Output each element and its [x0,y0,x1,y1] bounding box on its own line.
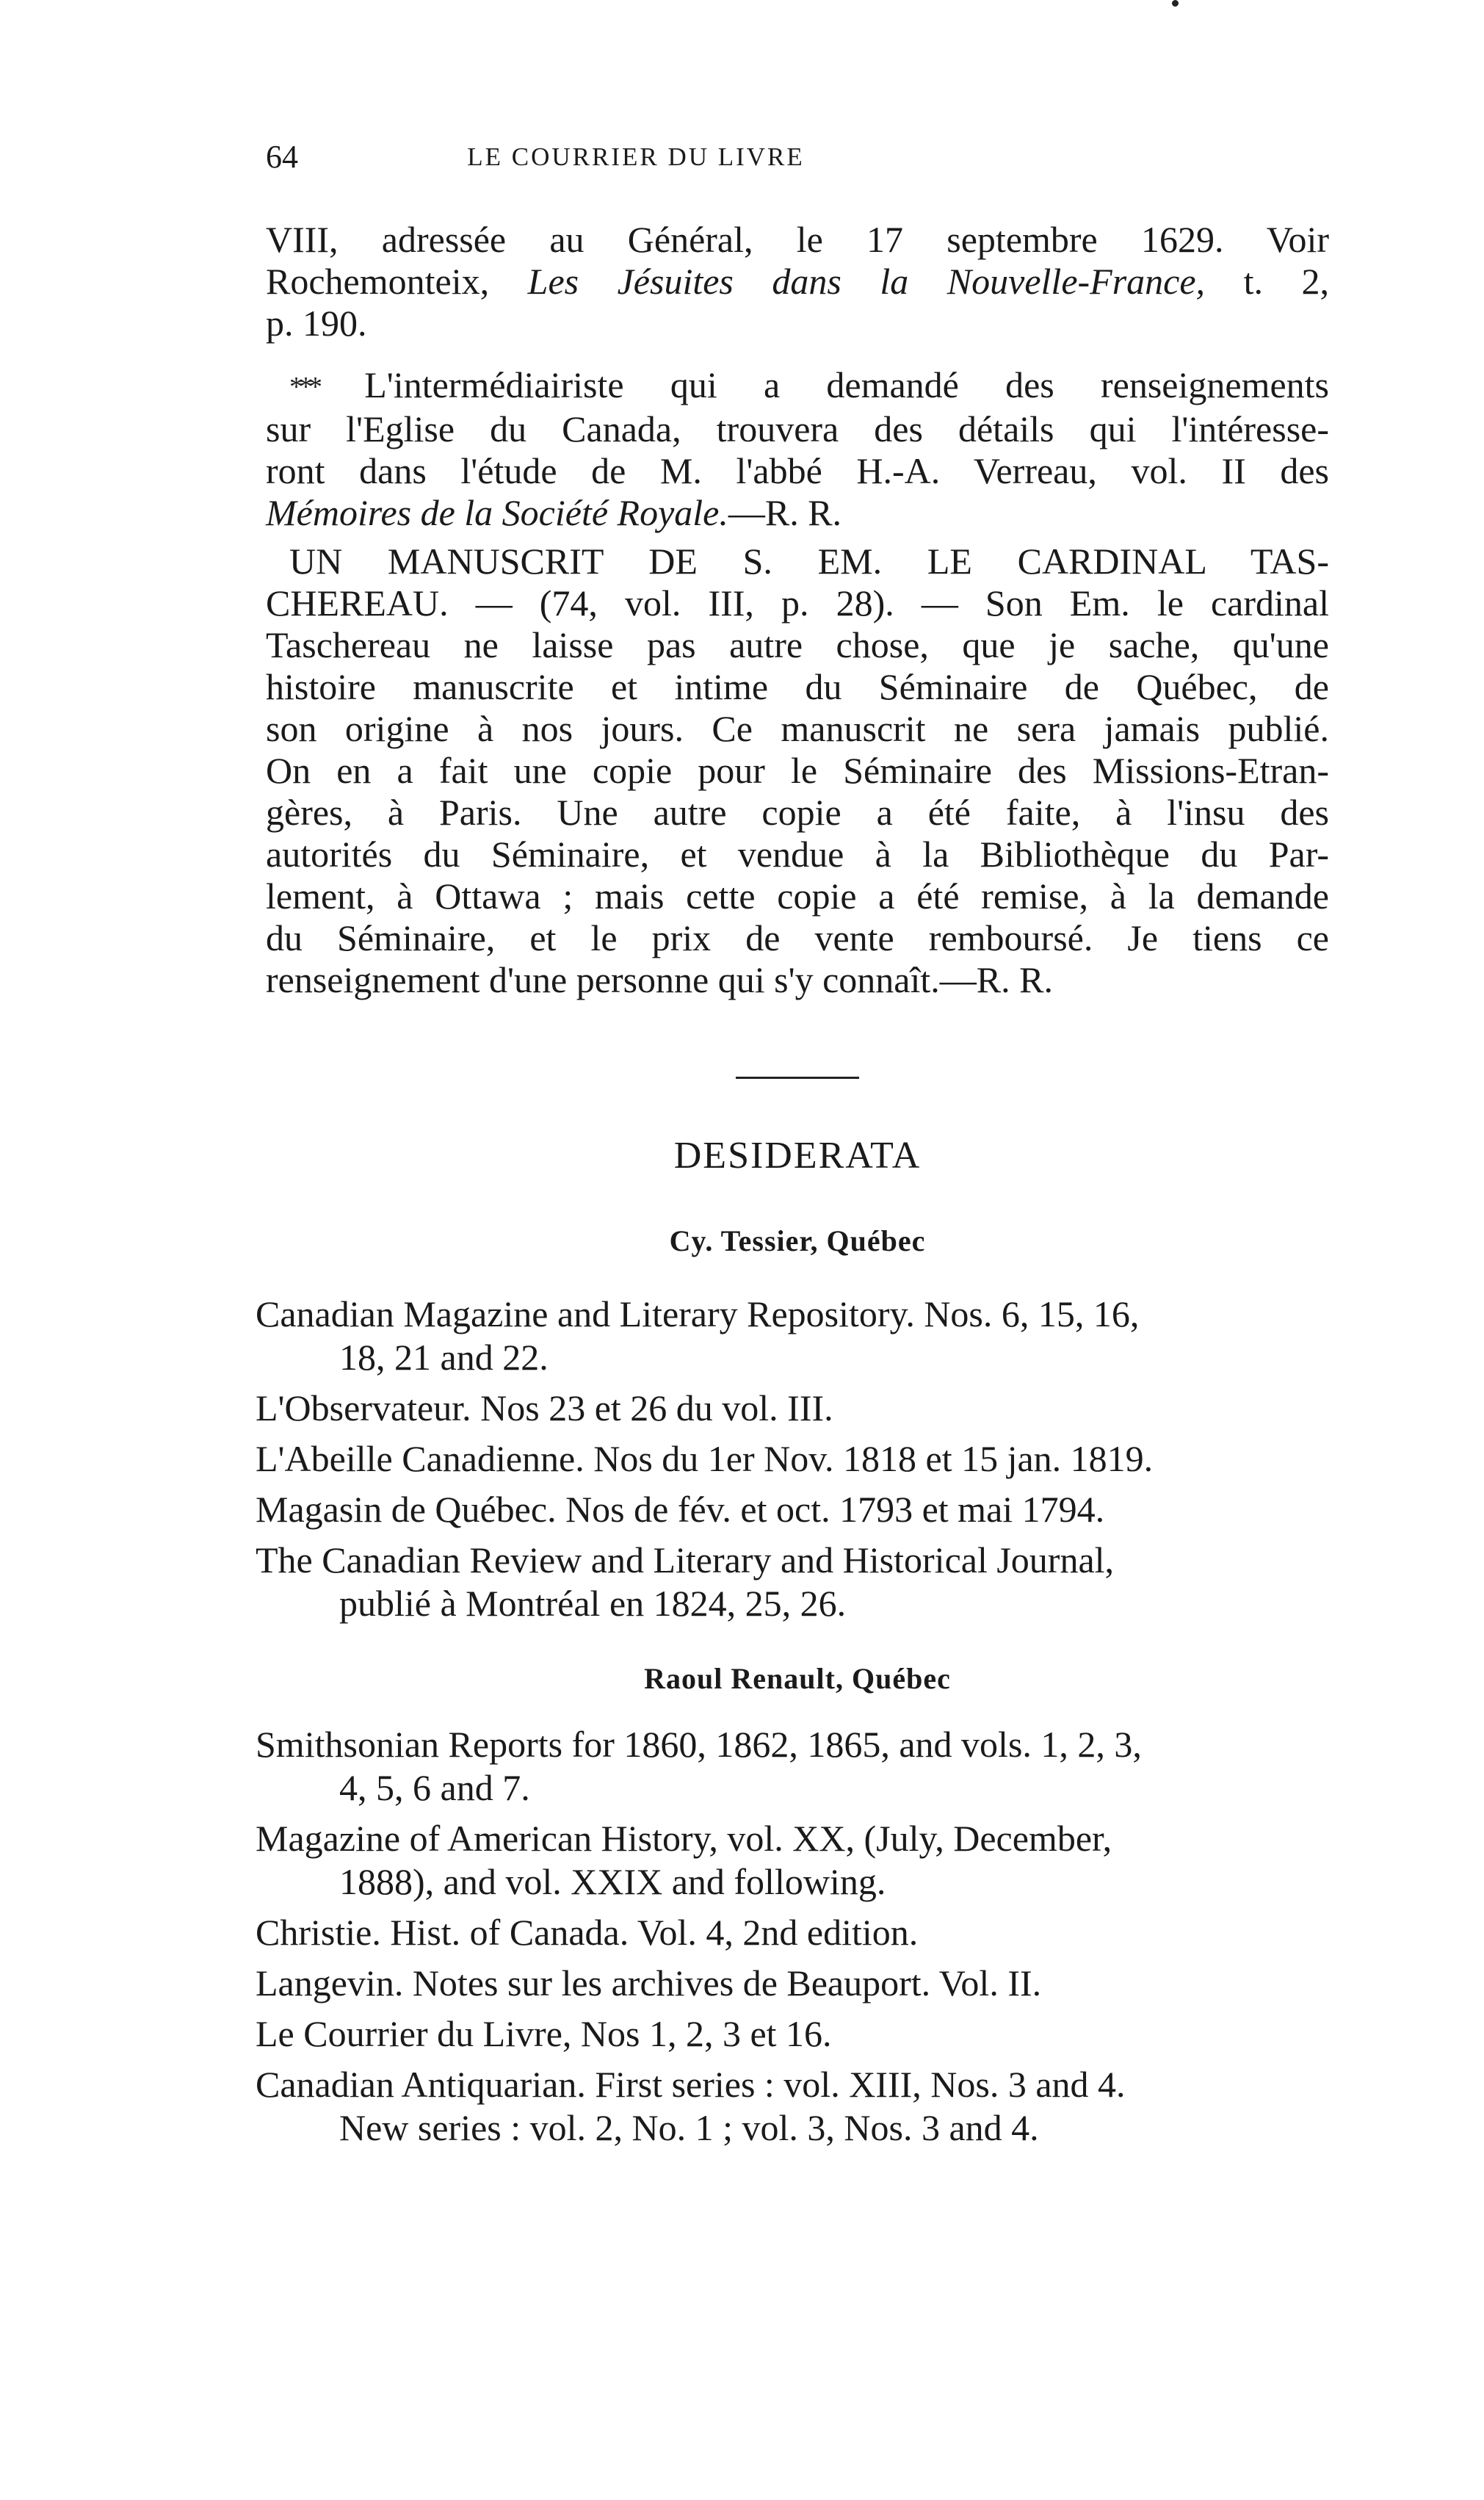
text-segment: Rochemonteix, [266,261,490,302]
text-segment: t. 2, [1243,261,1330,302]
list-item-text: Magasin de Québec. Nos de fév. et oct. 1793 et mai 1794. [256,1489,1105,1530]
text-line: Taschereau ne laisse pas autre chose, que je sache, qu'une [266,624,1329,665]
text-line: On en a fait une copie pour le Séminaire des Missions-Etran- [266,750,1329,791]
text-line: renseignement d'une personne qui s'y connaît.—R. R. [266,959,1053,1000]
list-item [256,1723,1329,1810]
list-item [256,1437,1329,1481]
text-line: CHEREAU. — (74, vol. III, p. 28). — Son Em. le cardinal [266,582,1329,624]
list-item [256,2063,1329,2150]
list-item-continuation: 1888), and vol. XXIX and following. [339,1861,886,1902]
section-divider [736,1077,859,1079]
text-line [266,261,1329,303]
text-line: ront dans l'étude de M. l'abbé H.-A. Verreau, vol. II des [266,450,1329,491]
list-item-continuation: 4, 5, 6 and 7. [339,1767,530,1808]
list-item-text: Smithsonian Reports for 1860, 1862, 1865, and vols. 1, 2, 3, [256,1724,1142,1765]
text-line: p. 190. [266,303,367,344]
list-item [256,2012,1329,2056]
list-item-continuation: New series : vol. 2, No. 1 ; vol. 3, Nos. 3 and 4. [339,2107,1039,2148]
list-item-text: Magazine of American History, vol. XX, (July, December, [256,1818,1112,1859]
signature: —R. R. [728,492,842,533]
list-item-text: Le Courrier du Livre, Nos 1, 2, 3 et 16. [256,2013,832,2054]
paragraph-continuation [266,219,1329,344]
list-item-text: L'Abeille Canadienne. Nos du 1er Nov. 1818 et 15 jan. 1819. [256,1438,1154,1479]
contributor-heading: Cy. Tessier, Québec [669,1224,926,1257]
desiderata-list [256,1723,1329,2150]
text-line: UN MANUSCRIT DE S. EM. LE CARDINAL TAS- [289,541,1329,582]
desiderata-list [256,1293,1329,1625]
text-segment: L'intermédiairiste qui a demandé des renseignements [364,364,1329,405]
text-line: VIII, adressée au Général, le 17 septembre 1629. Voir [266,219,1329,260]
list-item [256,1911,1329,1954]
list-item [256,1488,1329,1531]
list-item-text: The Canadian Review and Literary and Historical Journal, [256,1539,1115,1580]
print-speck [1172,0,1179,7]
list-item-continuation: publié à Montréal en 1824, 25, 26. [339,1583,847,1624]
text-line [266,492,1329,534]
text-line: du Séminaire, et le prix de vente remboursé. Je tiens ce [266,917,1329,958]
list-item [256,1817,1329,1904]
book-title: Les Jésuites dans la Nouvelle-France, [527,261,1206,302]
list-item-text: Canadian Magazine and Literary Repository. Nos. 6, 15, 16, [256,1293,1140,1334]
text-line: sur l'Eglise du Canada, trouvera des détails qui l'intéresse- [266,408,1329,449]
list-item-text: L'Observateur. Nos 23 et 26 du vol. III. [256,1387,833,1428]
contributor-heading: Raoul Renault, Québec [644,1662,951,1695]
text-line: gères, à Paris. Une autre copie a été faite, à l'insu des [266,792,1329,833]
text-line [266,364,1329,408]
running-title: LE COURRIER DU LIVRE [467,142,805,171]
paragraph-note [266,364,1329,534]
text-line: histoire manuscrite et intime du Séminaire de Québec, de [266,666,1329,707]
text-line: autorités du Séminaire, et vendue à la Bibliothèque du Par- [266,834,1329,875]
book-title: Mémoires de la Société Royale. [266,492,728,533]
list-item [256,1387,1329,1430]
text-line: lement, à Ottawa ; mais cette copie a été remise, à la demande [266,875,1329,917]
section-title: DESIDERATA [673,1135,922,1177]
page-header [266,138,1006,182]
list-item [256,1962,1329,2005]
page-number: 64 [266,139,298,175]
list-item-text: Langevin. Notes sur les archives de Beauport. Vol. II. [256,1962,1042,2004]
list-item-text: Christie. Hist. of Canada. Vol. 4, 2nd edition. [256,1912,919,1953]
list-item [256,1293,1329,1379]
list-item-continuation: 18, 21 and 22. [339,1337,549,1378]
asterism-icon: *** [289,372,318,402]
list-item-text: Canadian Antiquarian. First series : vol. XIII, Nos. 3 and 4. [256,2064,1126,2105]
text-line: son origine à nos jours. Ce manuscrit ne sera jamais publié. [266,708,1329,749]
paragraph-manuscrit [266,541,1329,1001]
list-item [256,1539,1329,1625]
